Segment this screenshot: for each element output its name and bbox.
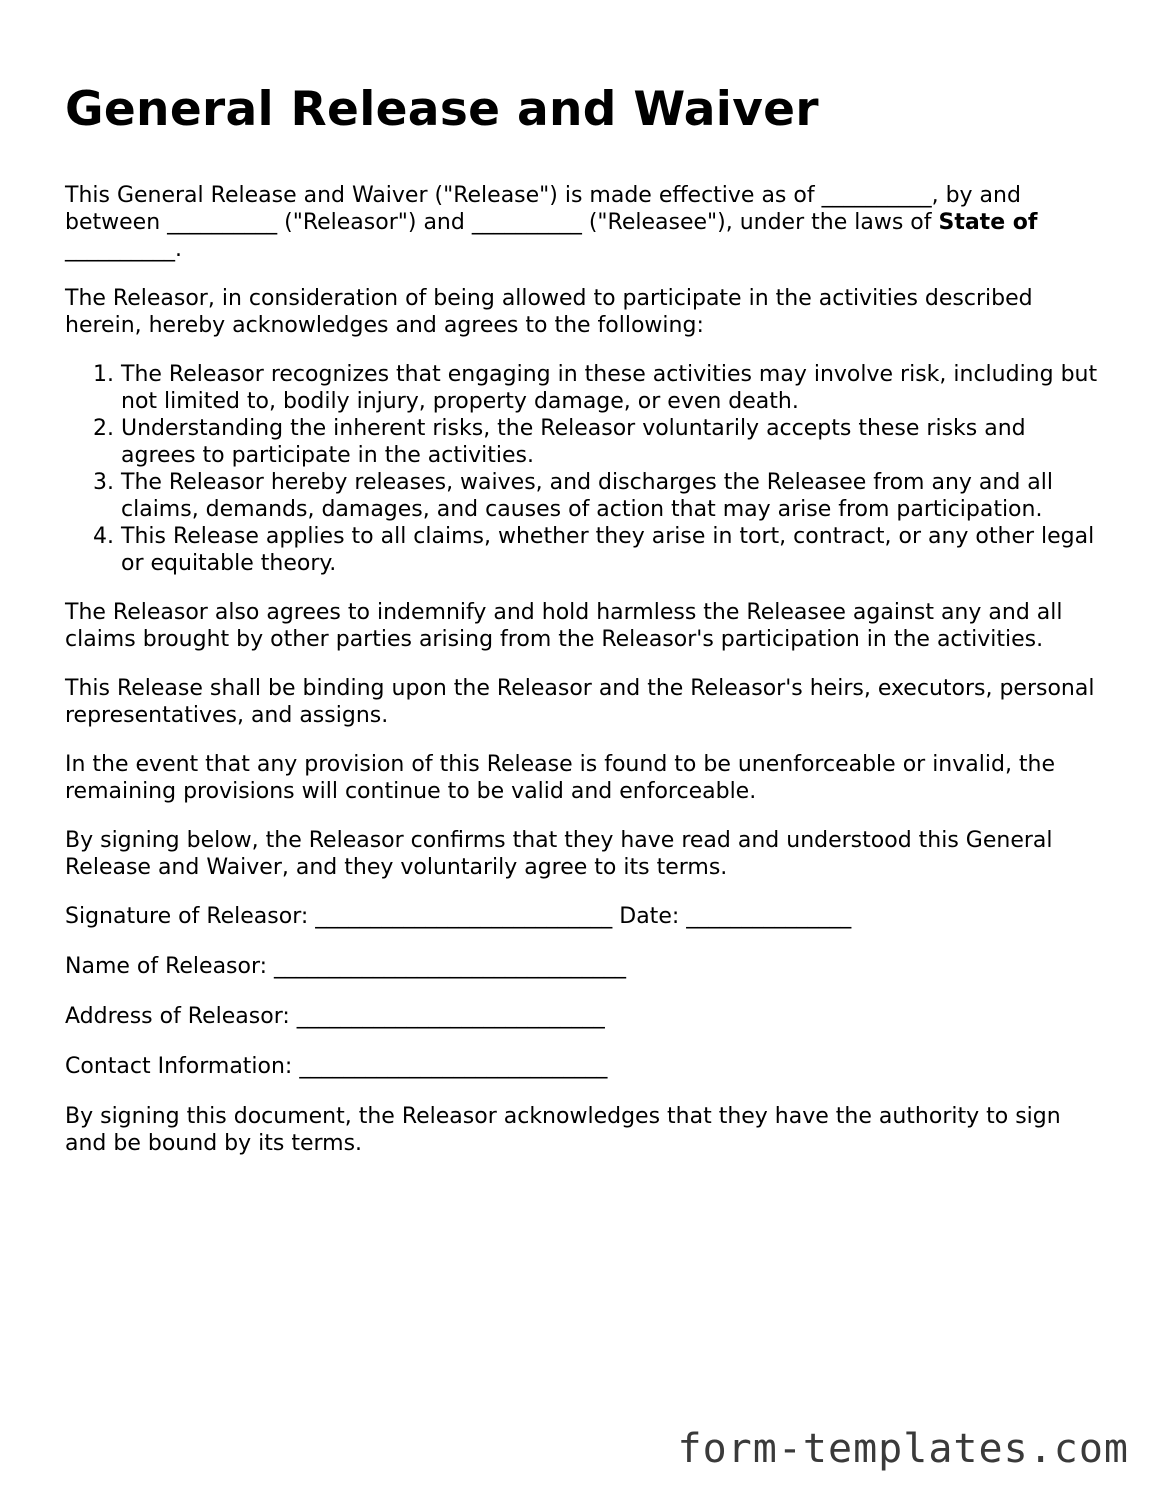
severability-paragraph: In the event that any provision of this Release is found to be unenforceable or invalid, the remaining provisions will continue to be valid and enforceable. xyxy=(65,752,1056,804)
confirm-paragraph: By signing below, the Releasor confirms that they have read and understood this General Release and Waiver, and they voluntarily agree to its terms. xyxy=(65,828,1053,880)
name-line: Name of Releasor: ________________________________ xyxy=(65,954,627,979)
document-page xyxy=(65,78,1105,1179)
binding-paragraph: This Release shall be binding upon the Releasor and the Releasor's heirs, executors, personal representatives, and assigns. xyxy=(65,676,1095,728)
address-line: Address of Releasor: ____________________________ xyxy=(65,1004,605,1029)
list-item: 3. The Releasor hereby releases, waives, and discharges the Releasee from any and all claims, demands, damages, and causes of action that may arise from participation. xyxy=(121,469,1105,523)
contact-line: Contact Information: ____________________________ xyxy=(65,1054,608,1079)
signature-date-line: Signature of Releasor: ___________________________ Date: _______________ xyxy=(65,904,852,929)
preamble-paragraph: The Releasor, in consideration of being allowed to participate in the activities described herein, hereby acknowledges and agrees to the following: xyxy=(65,286,1033,338)
document-title: General Release and Waiver xyxy=(65,82,819,137)
intro-paragraph xyxy=(65,182,1105,263)
list-item: 1. The Releasor recognizes that engaging in these activities may involve risk, including but not limited to, bodily injury, property damage, or even death. xyxy=(121,361,1105,415)
terms-list xyxy=(65,361,1105,577)
list-item: 4. This Release applies to all claims, whether they arise in tort, contract, or any other legal or equitable theory. xyxy=(121,523,1105,577)
watermark-logo: form-templates.com xyxy=(677,1426,1129,1472)
intro-state-bold: State of xyxy=(938,210,1038,235)
intro-text-b: __________. xyxy=(65,237,182,262)
indemnify-paragraph: The Releasor also agrees to indemnify and hold harmless the Releasee against any and all claims brought by other parties arising from the Releasor's participation in the activities. xyxy=(65,600,1063,652)
list-item: 2. Understanding the inherent risks, the Releasor voluntarily accepts these risks and agrees to participate in the activities. xyxy=(121,415,1105,469)
closing-paragraph: By signing this document, the Releasor acknowledges that they have the authority to sign and be bound by its terms. xyxy=(65,1104,1061,1156)
intro-text-a: This General Release and Waiver ("Release") is made effective as of __________, by and between __________ ("Releasor") and __________ ("Releasee"), under the laws of xyxy=(65,183,1021,235)
